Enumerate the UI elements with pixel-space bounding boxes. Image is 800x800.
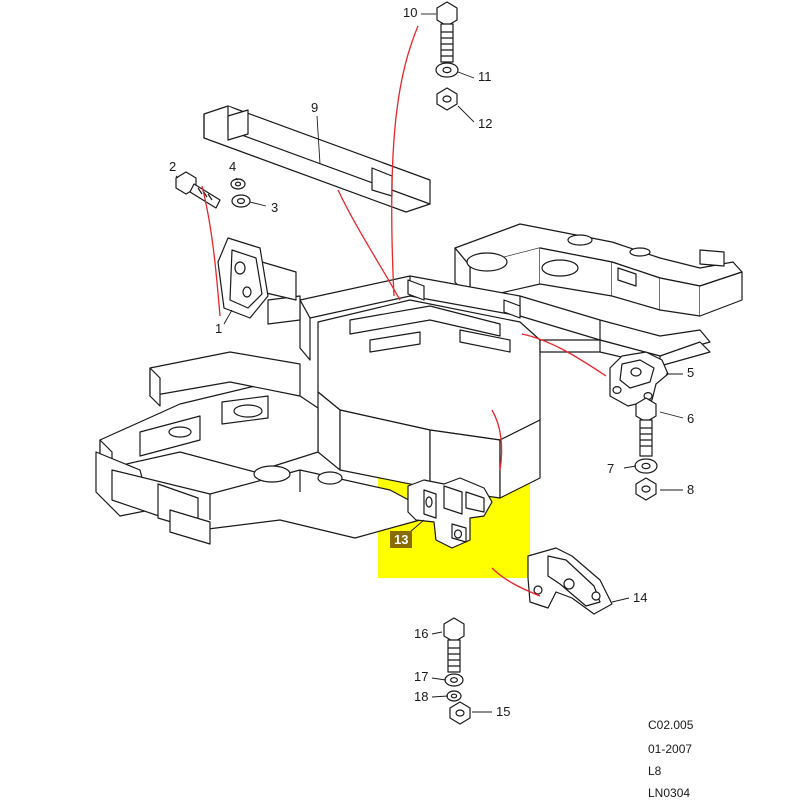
callout-13-highlight: 13 [390, 531, 412, 548]
part-4-washer [231, 179, 245, 189]
callout-14: 14 [633, 590, 648, 605]
footer-date: 01-2007 [648, 742, 693, 756]
leader-part-10 [392, 26, 418, 296]
footer-model: L8 [648, 764, 662, 778]
part-18-washer [447, 691, 461, 701]
callout-16: 16 [414, 626, 429, 641]
callout-1: 1 [215, 321, 223, 336]
callout-11: 11 [478, 69, 492, 84]
callout-17: 17 [414, 669, 429, 684]
callout-6: 6 [687, 411, 695, 426]
callout-2: 2 [169, 159, 177, 174]
footer-drawing-ref: LN0304 [648, 786, 691, 800]
part-10-bolt [437, 2, 457, 62]
callout-5: 5 [687, 365, 695, 380]
part-11-washer [436, 63, 458, 77]
part-3-washer [232, 195, 250, 207]
callout-7: 7 [607, 461, 615, 476]
callout-12: 12 [478, 116, 493, 131]
part-15-nut [450, 702, 470, 724]
callout-18: 18 [414, 689, 429, 704]
part-16-bolt [444, 618, 464, 672]
part-12-nut [437, 88, 457, 110]
part-2-bolt [176, 172, 220, 208]
callout-15: 15 [496, 704, 511, 719]
part-7-washer [635, 459, 657, 473]
part-17-washer [445, 674, 463, 686]
footer-part-code: C02.005 [648, 718, 694, 732]
callout-10: 10 [403, 5, 418, 20]
part-1-bracket [218, 238, 268, 318]
part-6-bolt [636, 398, 656, 456]
part-14-bracket [528, 548, 612, 614]
part-8-nut [636, 478, 656, 500]
callout-8: 8 [687, 482, 695, 497]
part-5-bracket [610, 352, 668, 406]
callout-4: 4 [229, 159, 237, 174]
callout-9: 9 [311, 100, 319, 115]
callout-3: 3 [271, 200, 279, 215]
